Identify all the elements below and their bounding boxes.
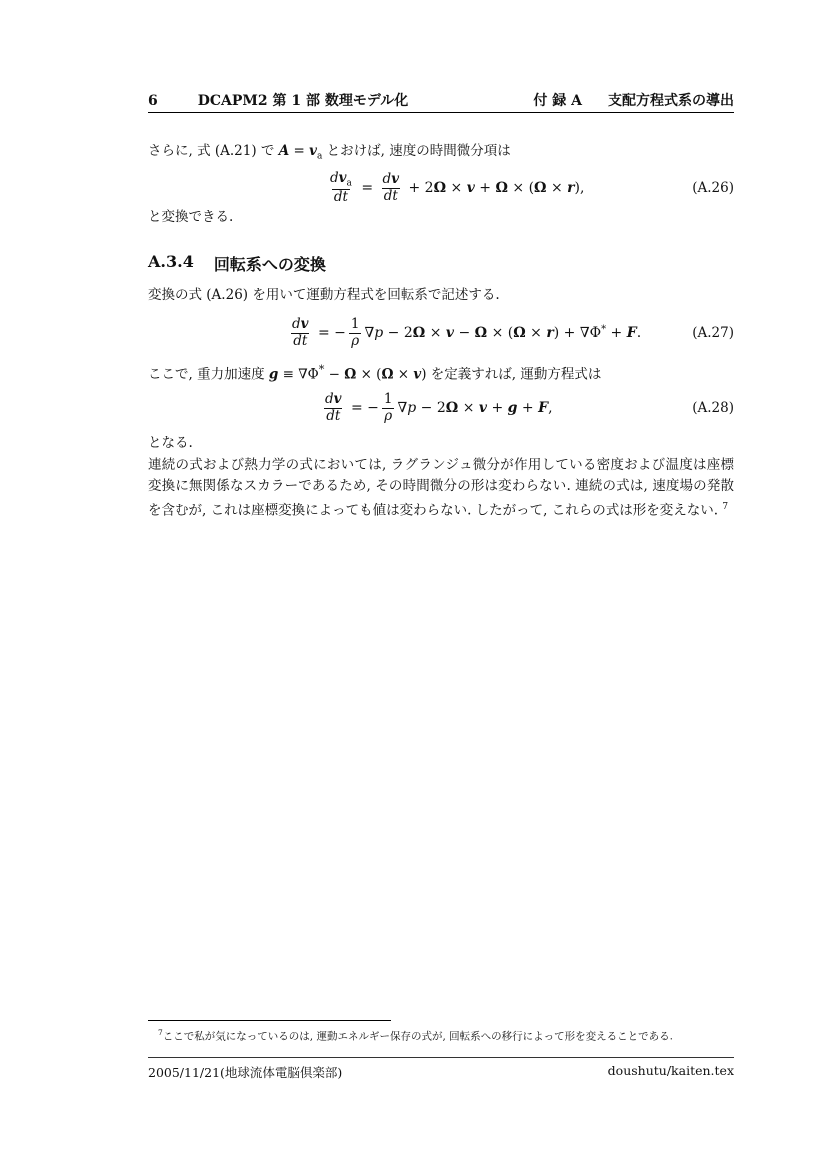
equation-a27: $\frac{dv}{dt}$ = − $\frac{1}{\rho}$ ∇ p − 2 Ω × v − Ω × ( Ω × r ) + ∇Φ * + F . — [292, 315, 642, 349]
footnote-text: ここで私が気になっているのは, 運動エネルギー保存の式が, 回転系への移行によって形を変えることである. — [162, 1030, 673, 1043]
paragraph-intro: さらに, 式 (A.21) で $A = v_a$ とおけば, 速度の時間微分項は — [148, 143, 511, 162]
equation-number-a26: (A.26) — [692, 180, 734, 196]
equation-number-a27: (A.27) — [692, 325, 734, 341]
footnote — [148, 1025, 734, 1045]
footer-rule — [148, 1057, 734, 1058]
page-header — [148, 90, 734, 110]
appendix-label: 付 録 A — [533, 93, 582, 109]
fraction-dv-dt: $\frac{dv}{dt}$ — [382, 170, 400, 204]
footnote-reference: 7 — [722, 502, 729, 512]
page-footer — [148, 1063, 734, 1081]
paragraph-rotating-frame: 変換の式 (A.26) を用いて運動方程式を回転系で記述する. — [148, 287, 500, 303]
header-left — [148, 90, 408, 110]
section-title: 回転系への変換 — [213, 255, 326, 274]
footnote-rule — [148, 1020, 391, 1021]
paragraph-transform-result: と変換できる. — [148, 209, 234, 225]
paragraph-continuity-thermo: 連続の式および熱力学の式においては, ラグランジュ微分が作用している密度および温度は座標変換に無関係なスカラーであるため, その時間微分の形は変わらない. 連続の式は, 速度場の発散を含むが, これは座標変換によっても値は変わらない. したがって, これらの式は形を変えない. $^7$ — [148, 457, 734, 519]
equation-a26: $\frac{dv_a}{dt}$ = $\frac{dv}{dt}$ + 2 Ω × v + Ω × ( Ω × r ), — [330, 169, 585, 205]
header-left-title: DCAPM2 第 1 部 数理モデル化 — [197, 93, 409, 109]
fraction-1-rho: $\frac{1}{\rho}$ — [350, 315, 360, 349]
footnote-marker: 7 — [158, 1028, 163, 1037]
footer-filename: doushutu/kaiten.tex — [607, 1063, 734, 1078]
header-right — [533, 90, 734, 110]
section-heading — [148, 252, 326, 275]
header-rule — [148, 112, 734, 113]
equation-a26-row — [148, 168, 734, 208]
paragraph-gravity-definition: ここで, 重力加速度 g ≡ ∇Φ* − Ω × (Ω × v) を定義すれば, 運動方程式は — [148, 363, 602, 383]
equation-a28: $\frac{dv}{dt}$ = − $\frac{1}{\rho}$ ∇ p − 2 Ω × v + g + F , — [325, 390, 553, 424]
fraction-dva-dt: $\frac{dv_a}{dt}$ — [330, 169, 352, 205]
equation-a27-row — [148, 313, 734, 353]
fraction-1-rho: $\frac{1}{\rho}$ — [383, 390, 393, 424]
paragraph-becomes: となる. — [148, 435, 193, 451]
footer-date-org: 2005/11/21(地球流体電脳倶楽部) — [148, 1065, 343, 1080]
fraction-dv-dt: $\frac{dv}{dt}$ — [325, 390, 342, 424]
header-right-title: 支配方程式系の導出 — [608, 93, 734, 109]
equation-number-a28: (A.28) — [692, 400, 734, 416]
section-number: A.3.4 — [148, 252, 194, 271]
fraction-dv-dt: $\frac{dv}{dt}$ — [292, 315, 309, 349]
page-number: 6 — [148, 93, 158, 109]
equation-a28-row — [148, 388, 734, 428]
